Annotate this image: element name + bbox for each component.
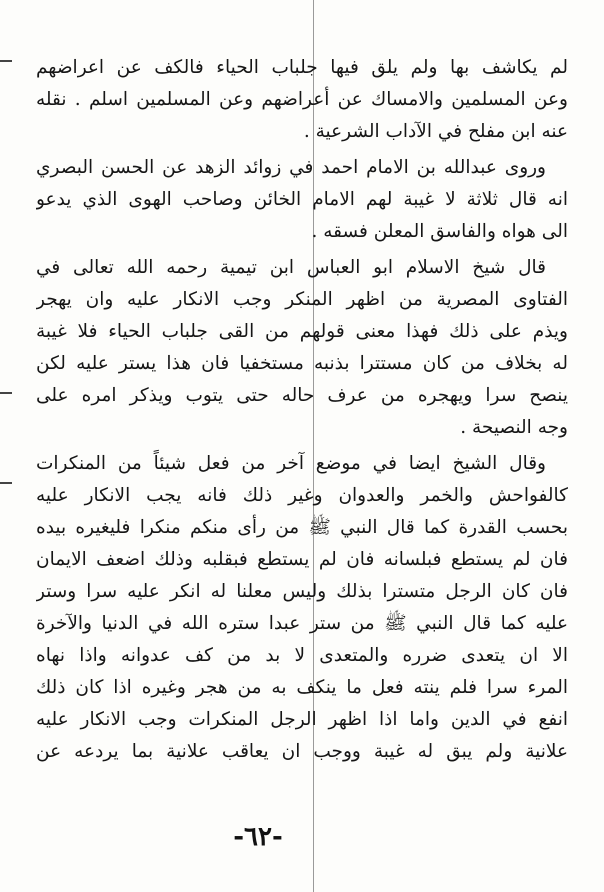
margin-mark <box>0 392 12 394</box>
text-line: وعن المسلمين والامساك عن أعراضهم وعن المسلمين اسلم . نقله <box>36 89 568 110</box>
page-number: -٦٢- <box>233 822 283 852</box>
margin-mark <box>0 60 12 62</box>
text-line: الى هواه والفاسق المعلن فسقه . <box>311 221 568 242</box>
paragraph <box>36 448 568 768</box>
text-line: الفتاوى المصرية من اظهر المنكر وجب الانكار عليه وان يهجر <box>36 289 568 310</box>
paragraph <box>36 52 568 148</box>
text-line: فان لم يستطع فبلسانه فان لم يستطع فبقلبه وذلك اضعف الايمان <box>36 549 568 570</box>
text-line: وجه النصيحة . <box>460 417 568 438</box>
text-line: ويذم على ذلك فهذا معنى قولهم من القى جلباب الحياء فلا غيبة <box>36 321 568 342</box>
margin-mark <box>0 482 12 484</box>
text-line: وروى عبدالله بن الامام احمد في زوائد الزهد عن الحسن البصري <box>36 157 546 178</box>
paragraph <box>36 252 568 444</box>
text-line: عنه ابن مفلح في الآداب الشرعية . <box>303 121 568 142</box>
text-line: المرء سرا فلم ينته فعل ما ينكف به من هجر وغيره اذا كان ذلك <box>36 677 568 698</box>
text-line: انه قال ثلاثة لا غيبة لهم الامام الخائن وصاحب الهوى الذي يدعو <box>36 189 568 210</box>
text-line: علانية ولم يبق له غيبة ووجب ان يعاقب علانية بما يردعه عن <box>36 741 568 762</box>
text-line: كالفواحش والخمر والعدوان وغير ذلك فانه يجب الانكار عليه <box>36 485 568 506</box>
text-line: الا ان يتعدى ضرره والمتعدى لا بد من كف عدوانه واذا نهاه <box>36 645 568 666</box>
text-line: انفع في الدين واما اذا اظهر الرجل المنكرات وجب الانكار عليه <box>36 709 568 730</box>
paragraph <box>36 152 568 248</box>
text-line: قال شيخ الاسلام ابو العباس ابن تيمية رحمه الله تعالى في <box>36 257 546 278</box>
text-line: وقال الشيخ ايضا في موضع آخر من فعل شيئاً من المنكرات <box>36 453 546 474</box>
text-line: بحسب القدرة كما قال النبي ﷺ من رأى منكم منكرا فليغيره بيده <box>36 517 568 538</box>
text-line: لم يكاشف بها ولم يلق فيها جلباب الحياء فالكف عن اعراضهم <box>36 57 568 78</box>
text-line: عليه كما قال النبي ﷺ من ستر عبدا ستره الله في الدنيا والآخرة <box>36 613 568 634</box>
text-line: فان كان الرجل متسترا بذلك وليس معلنا له انكر عليه سرا وستر <box>36 581 568 602</box>
text-line: ينصح سرا ويهجره من عرف حاله حتى يتوب ويذكر امره على <box>36 385 568 406</box>
text-line: له بخلاف من كان مستترا بذنبه مستخفيا فان هذا يستر عليه لكن <box>36 353 568 374</box>
body-text <box>36 52 568 768</box>
